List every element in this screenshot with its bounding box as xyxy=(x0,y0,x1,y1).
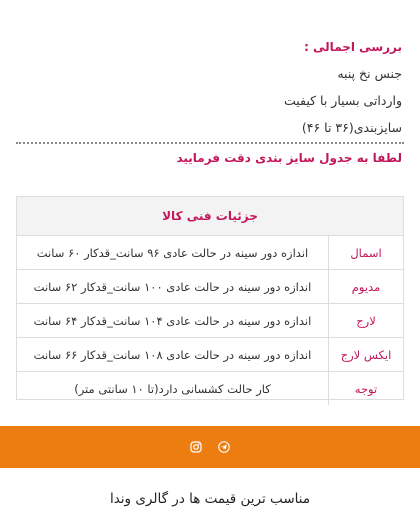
table-row xyxy=(17,338,403,372)
spec-value: اندازه دور سینه در حالت عادی ۱۰۸ سانت_قدکار ۶۶ سانت xyxy=(17,338,329,372)
spec-label: توجه xyxy=(329,372,404,406)
store-tagline: مناسب ترین قیمت ها در گالری وندا xyxy=(109,491,311,507)
spec-label: ایکس لارج xyxy=(329,338,404,372)
spec-value: اندازه دور سینه در حالت عادی ۱۰۰ سانت_قدکار ۶۲ سانت xyxy=(17,270,329,304)
social-bar xyxy=(0,426,420,468)
summary-line-material: جنس نخ پنبه xyxy=(337,66,402,81)
spec-value: اندازه دور سینه در حالت عادی ۹۶ سانت_قدکار ۶۰ سانت xyxy=(17,236,329,270)
table-row xyxy=(17,372,403,406)
dotted-divider xyxy=(16,142,404,144)
spec-table-container xyxy=(16,196,404,400)
table-row xyxy=(17,236,403,270)
spec-label: مدیوم xyxy=(329,270,404,304)
spec-label: اسمال xyxy=(329,236,404,270)
table-row xyxy=(17,270,403,304)
summary-section xyxy=(17,40,402,147)
summary-line-sizes: سایزبندی(۳۶ تا ۴۶) xyxy=(301,120,402,135)
telegram-icon[interactable] xyxy=(217,440,231,454)
table-row xyxy=(17,304,403,338)
instagram-icon[interactable] xyxy=(189,440,203,454)
spec-table-heading: جزئیات فنی کالا xyxy=(17,197,403,236)
spec-value: اندازه دور سینه در حالت عادی ۱۰۴ سانت_قدکار ۶۴ سانت xyxy=(17,304,329,338)
summary-line-quality: وارداتی بسیار با کیفیت xyxy=(283,93,402,108)
summary-title: بررسی اجمالی : xyxy=(304,40,402,54)
spec-value: کار حالت کشسانی دارد(تا ۱۰ سانتی متر) xyxy=(17,372,329,406)
spec-label: لارج xyxy=(329,304,404,338)
spec-table xyxy=(17,236,403,405)
size-chart-notice: لطفا به جدول سایز بندی دقت فرمایید xyxy=(176,151,402,165)
